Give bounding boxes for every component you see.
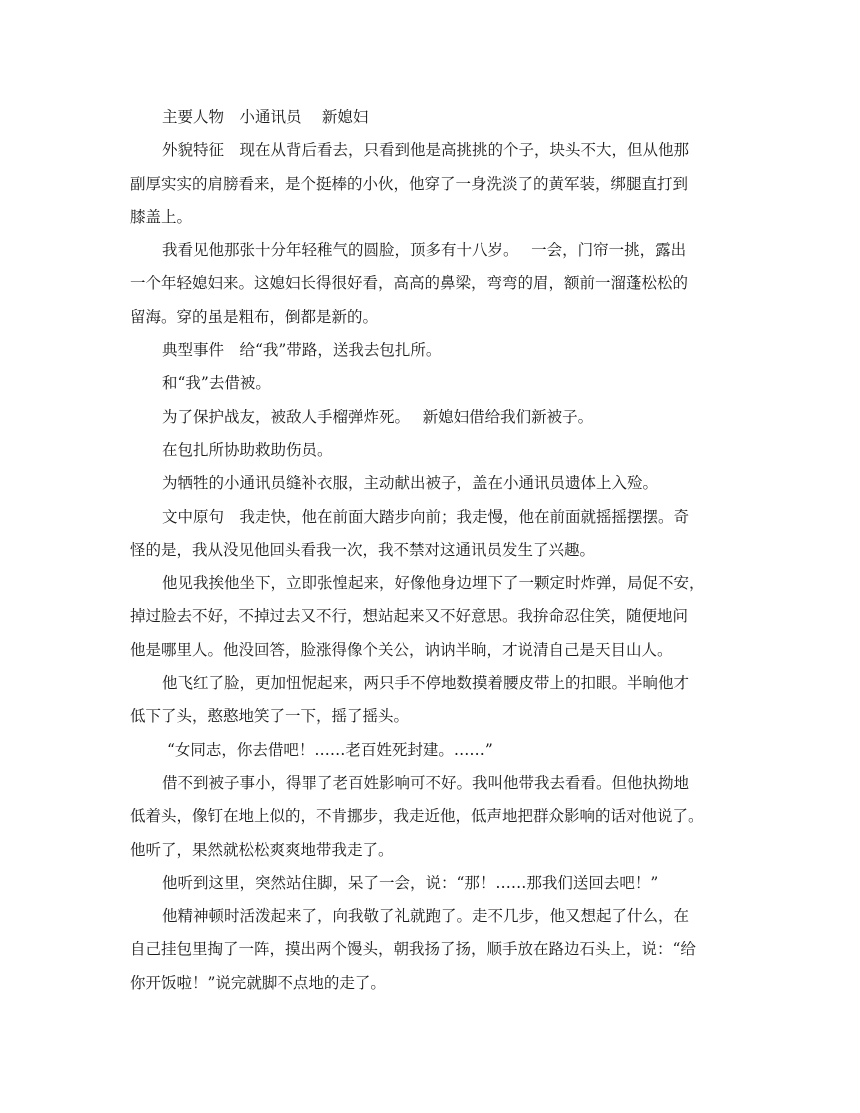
text-line: 他听了，果然就松松爽爽地带我走了。 (130, 840, 394, 859)
text-line: 低下了头，憨憨地笑了一下，摇了摇头。 (130, 707, 410, 726)
text-line: 低着头，像钉在地上似的，不肯挪步，我走近他，低声地把群众影响的话对他说了。 (130, 807, 704, 826)
text-line: 借不到被子事小，得罪了老百姓影响可不好。我叫他带我去看看。但他执拗地 (162, 773, 690, 792)
text-line: 外貌特征 现在从背后看去，只看到他是高挑挑的个子，块头不大，但从他那 (162, 141, 690, 160)
text-line: 为了保护战友，被敌人手榴弹炸死。 新媳妇借给我们新被子。 (162, 407, 594, 426)
text-line: 他飞红了脸，更加忸怩起来，两只手不停地数摸着腰皮带上的扣眼。半晌他才 (162, 674, 690, 693)
text-line: 他见我挨他坐下，立即张惶起来，好像他身边埋下了一颗定时炸弹，局促不安， (162, 574, 705, 593)
text-line: 主要人物 小通讯员 新媳妇 (162, 108, 369, 126)
text-line: 副厚实实的肩膀看来，是个挺棒的小伙，他穿了一身洗淡了的黄军装，绑腿直打到 (130, 174, 689, 193)
text-line: “女同志，你去借吧！……老百姓死封建。……” (167, 740, 493, 759)
text-line: 和“我”去借被。 (162, 374, 271, 393)
text-line: 他听到这里，突然站住脚，呆了一会，说：“那！……那我们送回去吧！” (162, 873, 659, 892)
text-line: 留海。穿的虽是粗布，倒都是新的。 (130, 307, 379, 326)
text-line: 一个年轻媳妇来。这媳妇长得很好看，高高的鼻梁，弯弯的眉，额前一溜蓬松松的 (130, 274, 689, 293)
text-line: 典型事件 给“我”带路，送我去包扎所。 (162, 341, 442, 360)
text-line: 膝盖上。 (130, 207, 193, 226)
text-line: 他精神顿时活泼起来了，向我敬了礼就跑了。走不几步，他又想起了什么，在 (162, 907, 690, 926)
text-line: 在包扎所协助救助伤员。 (162, 440, 333, 459)
text-line: 怪的是，我从没见他回头看我一次，我不禁对这通讯员发生了兴趣。 (130, 540, 596, 559)
document-page (130, 101, 740, 1000)
text-line: 他是哪里人。他没回答，脸涨得像个关公，讷讷半晌，才说清自己是天目山人。 (130, 640, 673, 659)
text-line: 掉过脸去不好，不掉过去又不行，想站起来又不好意思。我拚命忍住笑，随便地问 (130, 607, 689, 626)
text-line: 自己挂包里掏了一阵，摸出两个馒头，朝我扬了扬，顺手放在路边石头上，说：“给 (130, 940, 696, 959)
text-line: 你开饭啦！”说完就脚不点地的走了。 (130, 973, 386, 992)
text-line: 文中原句 我走快，他在前面大踏步向前；我走慢，他在前面就摇摇摆摆。奇 (162, 507, 690, 526)
text-line: 为牺牲的小通讯员缝补衣服，主动献出被子，盖在小通讯员遗体上入殓。 (162, 474, 659, 493)
text-line: 我看见他那张十分年轻稚气的圆脸，顶多有十八岁。 一会，门帘一挑，露出 (162, 241, 687, 260)
